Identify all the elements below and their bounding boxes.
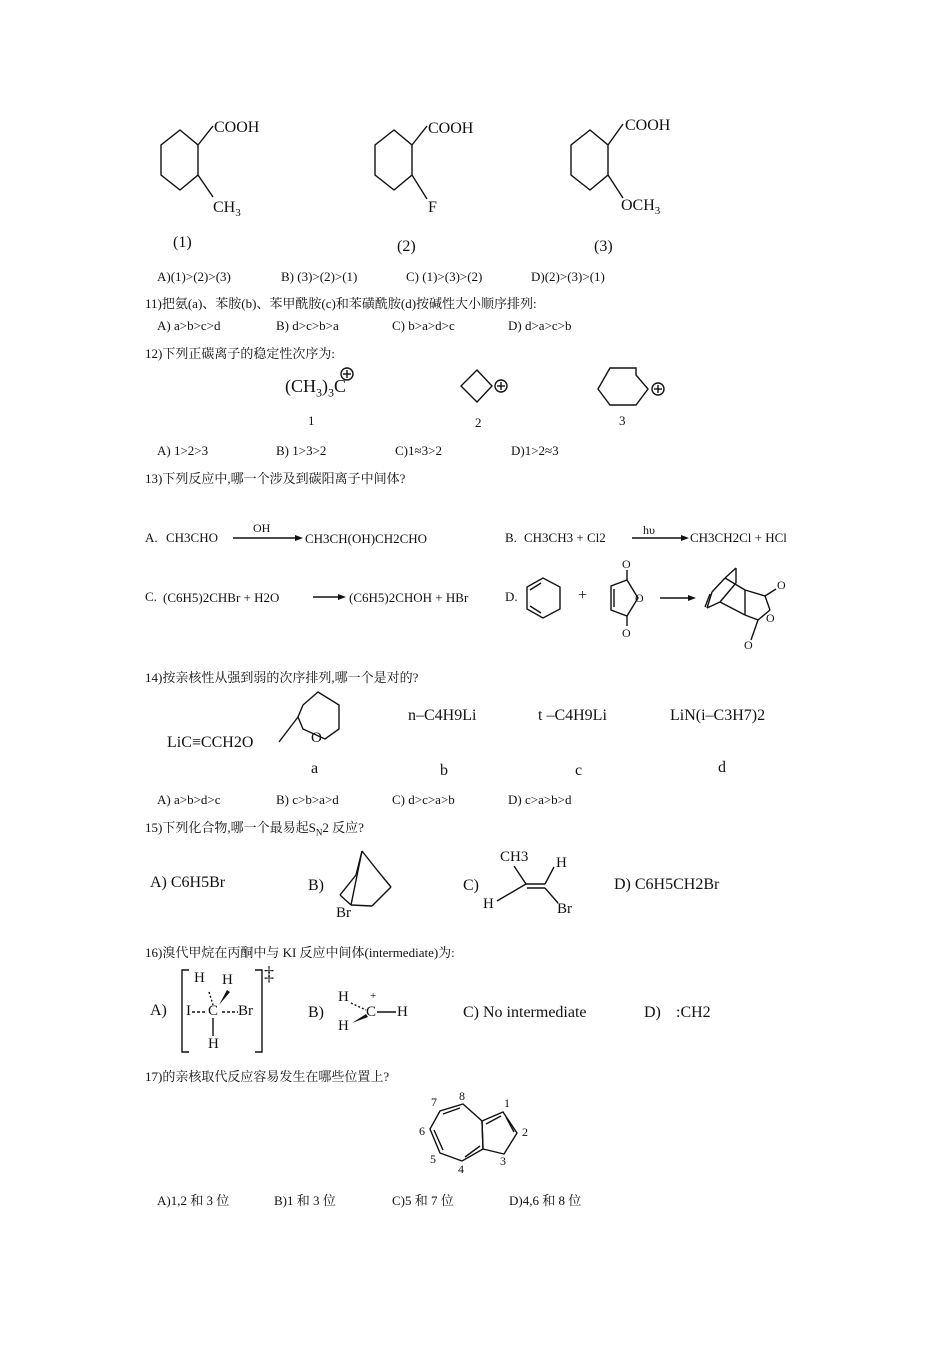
q10-option-d[interactable]: D)(2)>(3)>(1) bbox=[531, 269, 605, 284]
q10-option-b[interactable]: B) (3)>(2)>(1) bbox=[281, 269, 358, 284]
q13-c-prefix: C. bbox=[145, 589, 157, 604]
structure-1-top-group: COOH bbox=[214, 119, 260, 136]
q15-option-d[interactable]: D) C6H5CH2Br bbox=[614, 876, 720, 893]
double-dagger-icon: ‡ bbox=[264, 963, 274, 985]
q14-label-d: d bbox=[718, 759, 726, 776]
q13-o-ring: O bbox=[635, 591, 644, 605]
q11-option-b[interactable]: B) d>c>b>a bbox=[276, 318, 339, 333]
structure-3-bottom-group: $OCH_3$ bbox=[621, 197, 661, 218]
q13-d-prefix: D. bbox=[505, 589, 518, 604]
q12-species-1: $(CH_3)_3C$ bbox=[285, 376, 347, 400]
q13-product-o-top: O bbox=[777, 578, 786, 592]
q15-c-methyl: CH3 bbox=[500, 849, 529, 865]
q16-a-hydrogen-bottom: H bbox=[208, 1036, 219, 1052]
q13-a-product: CH3CH(OH)CH2CHO bbox=[305, 531, 428, 546]
q13-o-top: O bbox=[622, 557, 631, 571]
q13-a-prefix: A. bbox=[145, 530, 158, 545]
q17-option-d[interactable]: D)4,6 和 8 位 bbox=[509, 1193, 582, 1208]
q14-label-a: a bbox=[311, 760, 319, 777]
q12-option-d[interactable]: D)1>2≈3 bbox=[511, 443, 559, 458]
azulene-position-7: 7 bbox=[431, 1095, 437, 1109]
structure-1-label: (1) bbox=[173, 234, 192, 251]
azulene-position-6: 6 bbox=[419, 1124, 425, 1138]
q12-label-3: 3 bbox=[619, 413, 626, 428]
q15-option-a[interactable]: A) C6H5Br bbox=[150, 874, 226, 891]
q16-title: 16)溴代甲烷在丙酮中与 KI 反应中间体(intermediate)为: bbox=[145, 945, 455, 960]
q16-b-carbon: C bbox=[366, 1004, 377, 1020]
q12-option-a[interactable]: A) 1>2>3 bbox=[157, 443, 209, 458]
q14-compound-d: LiN(i–C3H7)2 bbox=[670, 707, 766, 724]
q14-option-b[interactable]: B) c>b>a>d bbox=[276, 792, 339, 807]
azulene-position-3: 3 bbox=[500, 1154, 506, 1168]
q16-b-hydrogen-right: H bbox=[397, 1004, 408, 1020]
q16-d-carbene: :CH2 bbox=[676, 1004, 711, 1021]
azulene-position-5: 5 bbox=[430, 1152, 436, 1166]
structure-2-bottom-group: F bbox=[428, 199, 437, 216]
q16-a-bromine: Br bbox=[238, 1003, 253, 1019]
q13-b-product: CH3CH2Cl + HCl bbox=[690, 530, 787, 545]
q11-option-c[interactable]: C) b>a>d>c bbox=[392, 318, 455, 333]
q16-option-d-label[interactable]: D) bbox=[644, 1004, 661, 1021]
q14-option-a[interactable]: A) a>b>d>c bbox=[157, 792, 221, 807]
q11-title: 11)把氨(a)、苯胺(b)、苯甲酰胺(c)和苯磺酰胺(d)按碱性大小顺序排列: bbox=[145, 296, 537, 311]
azulene-position-8: 8 bbox=[459, 1089, 465, 1103]
q14-compound-b: n–C4H9Li bbox=[408, 707, 477, 724]
q16-option-b-label[interactable]: B) bbox=[308, 1004, 324, 1021]
q14-option-c[interactable]: C) d>c>a>b bbox=[392, 792, 455, 807]
q16-a-iodine: I bbox=[186, 1003, 191, 1019]
azulene-position-1: 1 bbox=[504, 1096, 510, 1110]
q15-option-c-label[interactable]: C) bbox=[463, 877, 479, 894]
q14-label-b: b bbox=[440, 762, 448, 779]
structure-3-top-group: COOH bbox=[625, 117, 671, 134]
q13-product-o-ring: O bbox=[766, 611, 775, 625]
q16-a-carbon: C bbox=[208, 1003, 219, 1019]
azulene-position-4: 4 bbox=[458, 1162, 464, 1176]
q17-title: 17)的亲核取代反应容易发生在哪些位置上? bbox=[145, 1069, 390, 1084]
q16-b-hydrogen-bottom: H bbox=[338, 1018, 349, 1034]
q10-option-a[interactable]: A)(1)>(2)>(3) bbox=[157, 269, 231, 284]
q15-c-bromine: Br bbox=[557, 901, 572, 917]
q15-c-hydrogen-bottom: H bbox=[483, 896, 494, 912]
q13-o-bottom: O bbox=[622, 626, 631, 640]
q16-b-plus: + bbox=[370, 990, 377, 1002]
q14-compound-c: t –C4H9Li bbox=[538, 707, 607, 724]
structure-3-label: (3) bbox=[594, 238, 613, 255]
q12-option-c[interactable]: C)1≈3>2 bbox=[395, 443, 442, 458]
q11-option-a[interactable]: A) a>b>c>d bbox=[157, 318, 221, 333]
q13-d-plus: + bbox=[578, 587, 588, 604]
q16-option-a-label[interactable]: A) bbox=[150, 1002, 167, 1019]
q14-compound-a: LiC≡CCH2O bbox=[167, 734, 254, 751]
q17-option-c[interactable]: C)5 和 7 位 bbox=[392, 1193, 454, 1208]
q13-b-reactants: CH3CH3 + Cl2 bbox=[524, 530, 606, 545]
q13-a-reactant: CH3CHO bbox=[166, 530, 219, 545]
q13-product-o-bottom: O bbox=[744, 638, 753, 652]
q16-option-c[interactable]: C) No intermediate bbox=[463, 1004, 587, 1021]
q12-title: 12)下列正碳离子的稳定性次序为: bbox=[145, 346, 335, 361]
q11-option-d[interactable]: D) d>a>c>b bbox=[508, 318, 572, 333]
q13-c-reactants: (C6H5)2CHBr + H2O bbox=[163, 590, 280, 605]
q16-a-hydrogen-left: H bbox=[194, 970, 205, 986]
q12-label-2: 2 bbox=[475, 415, 482, 430]
q14-option-d[interactable]: D) c>a>b>d bbox=[508, 792, 572, 807]
q15-c-hydrogen-top: H bbox=[556, 855, 567, 871]
q16-b-hydrogen-top: H bbox=[338, 989, 349, 1005]
q16-a-hydrogen-right: H bbox=[222, 972, 233, 988]
q10-option-c[interactable]: C) (1)>(3)>(2) bbox=[406, 269, 483, 284]
q12-label-1: 1 bbox=[308, 413, 315, 428]
structure-1-bottom-group: $CH_3$ bbox=[213, 199, 241, 220]
q13-b-prefix: B. bbox=[505, 530, 517, 545]
q13-b-reagent: hυ bbox=[643, 523, 655, 537]
q13-title: 13)下列反应中,哪一个涉及到碳阳离子中间体? bbox=[145, 471, 406, 486]
q17-option-b[interactable]: B)1 和 3 位 bbox=[274, 1193, 336, 1208]
q14-ring-oxygen: O bbox=[311, 730, 322, 746]
q17-option-a[interactable]: A)1,2 和 3 位 bbox=[157, 1193, 230, 1208]
q14-label-c: c bbox=[575, 762, 583, 779]
q15-title: 15)下列化合物,哪一个最易起$S_N2$ 反应? bbox=[145, 820, 364, 838]
azulene-position-2: 2 bbox=[522, 1125, 528, 1139]
q12-option-b[interactable]: B) 1>3>2 bbox=[276, 443, 327, 458]
q13-c-product: (C6H5)2CHOH + HBr bbox=[349, 590, 469, 605]
q13-a-reagent: OH bbox=[253, 521, 271, 535]
structure-2-label: (2) bbox=[397, 238, 416, 255]
q15-option-b-label[interactable]: B) bbox=[308, 877, 324, 894]
structure-2-top-group: COOH bbox=[428, 120, 474, 137]
q14-title: 14)按亲核性从强到弱的次序排列,哪一个是对的? bbox=[145, 670, 419, 685]
q15-b-bromine: Br bbox=[336, 905, 351, 921]
